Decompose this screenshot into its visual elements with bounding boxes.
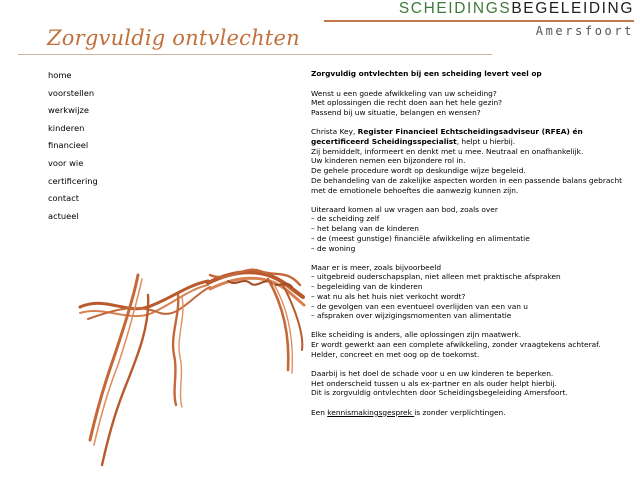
topics-line: – het belang van de kinderen bbox=[311, 224, 419, 234]
advisor-line: Uw kinderen nemen een bijzondere rol in. bbox=[311, 156, 466, 166]
advisor-intro-end: , helpt u hierbij. bbox=[456, 137, 516, 147]
nav-item-certificering[interactable]: certificering bbox=[48, 175, 98, 186]
braided-rope-illustration bbox=[78, 255, 310, 470]
cta-before: Een bbox=[311, 407, 328, 417]
topics-line: Uiteraard komen al uw vragen aan bod, zoals over bbox=[311, 204, 498, 214]
nav-item-home[interactable]: home bbox=[48, 70, 72, 80]
brand-name-part1: SCHEIDINGS bbox=[398, 0, 512, 17]
cta-after: is zonder verplichtingen. bbox=[414, 407, 506, 417]
brand-name-part2: BEGELEIDING bbox=[511, 0, 634, 17]
topics-line: – de woning bbox=[311, 243, 356, 253]
topics-line: – de scheiding zelf bbox=[311, 214, 380, 224]
extra-topics-line: Maar er is meer, zoals bijvoorbeeld bbox=[311, 262, 442, 272]
advisor-intro: Christa Key, bbox=[311, 127, 358, 137]
intro-questions bbox=[311, 89, 629, 118]
nav-item-contact[interactable]: contact bbox=[48, 193, 80, 204]
brand-name bbox=[399, 0, 634, 18]
approach-line: Elke scheiding is anders, alle oplossingen zijn maatwerk. bbox=[311, 330, 522, 340]
extra-topics-list bbox=[311, 263, 629, 321]
extra-topics-line: – uitgebreid ouderschapsplan, niet alleen met praktische afspraken bbox=[311, 272, 561, 282]
extra-topics-line: – afspraken over wijzigingsmomenten van alimentatie bbox=[311, 311, 512, 321]
intro-line: Wenst u een goede afwikkeling van uw scheiding? bbox=[311, 88, 497, 98]
main-content bbox=[311, 69, 629, 427]
goal-line: Het onderscheid tussen u als ex-partner en als ouder helpt hierbij. bbox=[311, 378, 557, 388]
advisor-line: Zij bemiddelt, informeert en denkt met u mee. Neutraal en onafhankelijk. bbox=[311, 146, 584, 156]
goal-paragraph bbox=[311, 369, 629, 398]
goal-line: Dit is zorgvuldig ontvlechten door Scheidingsbegeleiding Amersfoort. bbox=[311, 388, 568, 398]
goal-line: Daarbij is het doel de schade voor u en uw kinderen te beperken. bbox=[311, 369, 554, 379]
main-navigation bbox=[48, 67, 98, 225]
brand-city: Amersfoort bbox=[535, 24, 634, 38]
approach-line: Er wordt gewerkt aan een complete afwikkeling, zonder vraagtekens achteraf. bbox=[311, 340, 601, 350]
approach-paragraph bbox=[311, 330, 629, 359]
topics-line: – de (meest gunstige) financiële afwikkeling en alimentatie bbox=[311, 233, 530, 243]
nav-item-actueel[interactable]: actueel bbox=[48, 210, 79, 221]
site-brand bbox=[399, 0, 634, 38]
nav-item-kinderen[interactable]: kinderen bbox=[48, 122, 85, 133]
cta-paragraph bbox=[311, 408, 629, 418]
advisor-credentials: Register Financieel Echtscheidingsadviseur (RFEA) én gecertificeerd Scheidingsspecialist bbox=[311, 127, 583, 147]
nav-item-financieel[interactable]: financieel bbox=[48, 140, 89, 151]
extra-topics-line: – wat nu als het huis niet verkocht wordt? bbox=[311, 291, 466, 301]
intro-line: Passend bij uw situatie, belangen en wensen? bbox=[311, 108, 481, 118]
kennismakingsgesprek-link[interactable]: kennismakingsgesprek bbox=[327, 407, 415, 417]
advisor-paragraph bbox=[311, 127, 629, 195]
tagline-divider bbox=[18, 54, 492, 55]
brand-divider bbox=[324, 20, 634, 22]
topics-list bbox=[311, 205, 629, 254]
intro-line: Met oplossingen die recht doen aan het hele gezin? bbox=[311, 98, 503, 108]
extra-topics-line: – de gevolgen van een eventueel overlijden van een van u bbox=[311, 301, 528, 311]
nav-item-werkwijze[interactable]: werkwijze bbox=[48, 105, 89, 116]
nav-item-voorstellen[interactable]: voorstellen bbox=[48, 87, 95, 98]
approach-line: Helder, concreet en met oog op de toekomst. bbox=[311, 349, 480, 359]
advisor-line: De behandeling van de zakelijke aspecten worden in een passende balans gebracht met de emotionele behoeftes die aanwezig kunnen zijn. bbox=[311, 175, 623, 195]
nav-item-voor-wie[interactable]: voor wie bbox=[48, 157, 84, 168]
page-tagline: Zorgvuldig ontvlechten bbox=[47, 26, 300, 50]
extra-topics-line: – begeleiding van de kinderen bbox=[311, 282, 423, 292]
advisor-line: De gehele procedure wordt op deskundige wijze begeleid. bbox=[311, 166, 526, 176]
content-heading: Zorgvuldig ontvlechten bij een scheiding levert veel op bbox=[311, 69, 542, 78]
